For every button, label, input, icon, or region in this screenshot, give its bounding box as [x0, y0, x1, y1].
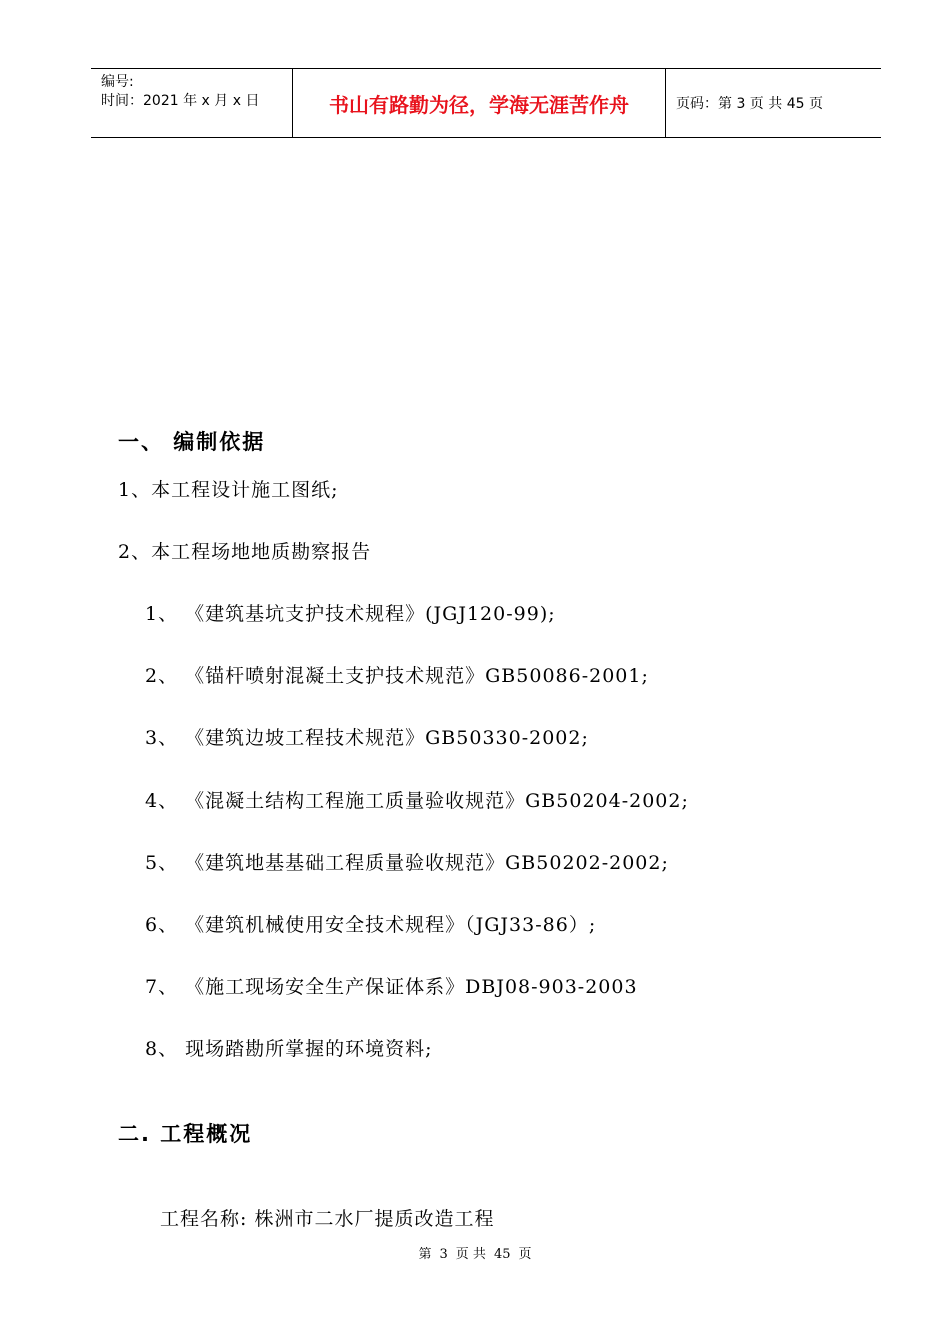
footer-prefix: 第: [418, 1247, 432, 1262]
page-info: 页码：第 3 页 共 45 页: [676, 96, 823, 112]
section-heading-basis: 一、 编制依据: [118, 430, 266, 454]
time-line: 时间：2021 年 x 月 x 日: [101, 93, 260, 109]
header-motto-cell: [293, 69, 666, 137]
standard-item: 5、 《建筑地基基础工程质量验收规范》GB50202-2002;: [145, 852, 669, 874]
standard-item: 7、 《施工现场安全生产保证体系》DBJ08-903-2003: [145, 976, 638, 998]
page-footer: [0, 1246, 950, 1264]
standard-item: 1、 《建筑基坑支护技术规程》(JGJ120-99);: [145, 603, 556, 625]
section-heading-overview: 二. 工程概况: [118, 1122, 253, 1146]
standard-item: 2、 《锚杆喷射混凝土支护技术规范》GB50086-2001;: [145, 665, 649, 687]
project-name-line: 工程名称: 株洲市二水厂提质改造工程: [160, 1208, 495, 1230]
header-page-cell: [666, 69, 881, 137]
standard-item: 6、 《建筑机械使用安全技术规程》（JGJ33-86）;: [145, 914, 597, 936]
basis-item: 2、本工程场地地质勘察报告: [118, 541, 372, 563]
footer-suffix: 页: [518, 1247, 532, 1262]
serial-label: 编号:: [101, 74, 134, 90]
basis-item: 1、本工程设计施工图纸;: [118, 479, 339, 501]
standard-item: 3、 《建筑边坡工程技术规范》GB50330-2002;: [145, 727, 589, 749]
footer-mid: 页 共: [455, 1247, 486, 1262]
page-header: [91, 68, 881, 138]
footer-page-number: 3: [439, 1247, 448, 1262]
header-meta-cell: [91, 69, 293, 137]
motto: 书山有路勤为径，学海无涯苦作舟: [329, 93, 629, 117]
standard-item: 4、 《混凝土结构工程施工质量验收规范》GB50204-2002;: [145, 790, 689, 812]
standard-item: 8、 现场踏勘所掌握的环境资料;: [145, 1038, 433, 1060]
footer-total-pages: 45: [493, 1247, 511, 1262]
